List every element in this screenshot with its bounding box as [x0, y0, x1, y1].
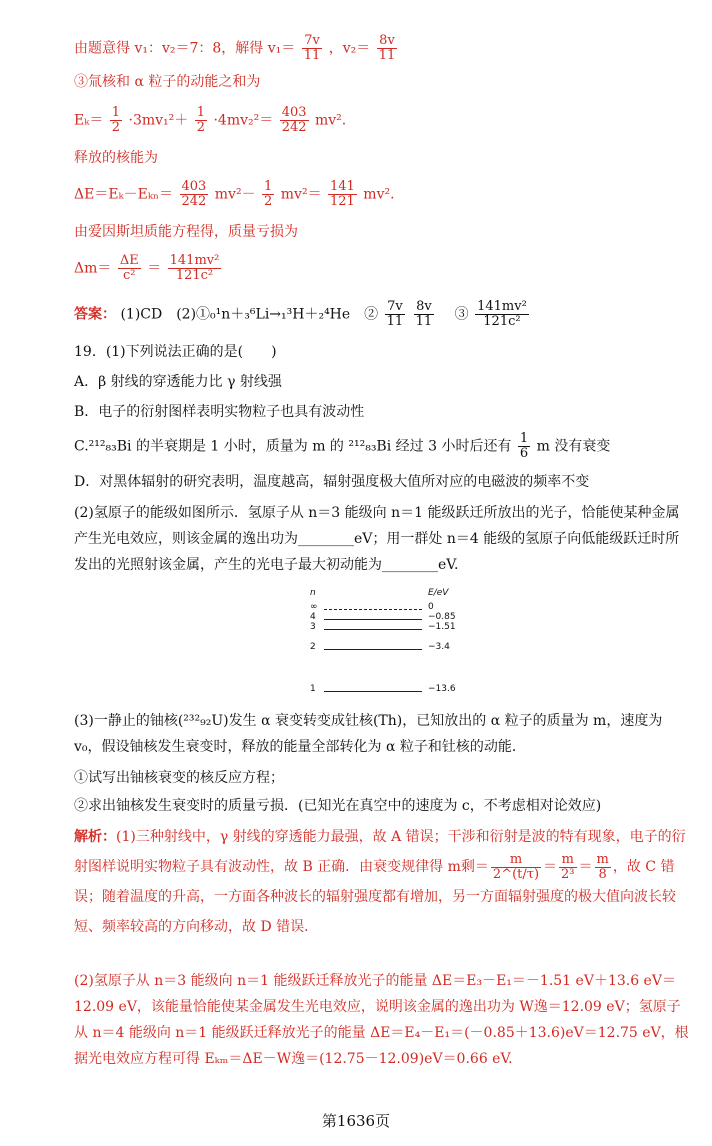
top-line-7: Δm＝ $\frac{\Delta E}{\text{c²}}$ ＝ $\frac{\text{141mv²}}{\text{121c²}}$: [74, 253, 220, 283]
solution-label: 解析：: [74, 829, 116, 845]
top-line-6: 由爱因斯坦质能方程得，质量亏损为: [74, 224, 298, 240]
level-energy: 0: [428, 602, 434, 612]
q19-part2: (2)氢原子的能级如图所示．氢原子从 n＝3 能级向 n＝1 能级跃迁所放出的光子，恰能使某种金属产生光电效应，则该金属的逸出功为________eV；用一群处 n＝4 能级的氢原子向低能级跃迁时所发出的光照射该金属，产生的光电子最大初动能为________eV.: [74, 505, 680, 573]
page-number: 第1636页: [321, 1112, 391, 1130]
energy-level-diagram: [300, 588, 460, 698]
level-n: 1: [310, 684, 316, 694]
level-n: 2: [310, 642, 316, 652]
level-energy: −3.4: [428, 642, 450, 652]
solution-part2: (2)氢原子从 n＝3 能级向 n＝1 能级跃迁释放光子的能量 ΔE＝E₃－E₁＝－1.51 eV＋13.6 eV＝12.09 eV，该能量恰能使某金属发生光电效应，说明该金属的逸出功为 W逸＝12.09 eV；氢原子从 n＝4 能级向 n＝1 能级跃迁释放光子的能量 ΔE＝E₄－E₁＝(－0.85＋13.6)eV＝12.75 eV，根据光电效应方程可得 Eₖₘ＝ΔE－W逸＝(12.75－12.09)eV＝0.66 eV.: [74, 973, 689, 1067]
top-line-2: ③氚核和 α 粒子的动能之和为: [74, 74, 261, 90]
top-line-1: 由题意得 v₁：v₂＝7：8，解得 v₁＝ $\frac{7v}{11}$ ，v₂＝ $\frac{8v}{11}$: [74, 33, 396, 63]
level-line: [324, 619, 422, 620]
solution-part1: 解析：(1)三种射线中，γ 射线的穿透能力最强，故 A 错误；干涉和衍射是波的特有现象，电子的衍射图样说明实物粒子具有波动性，故 B 正确．由衰变规律得 m剩＝ $\frac{m}{2\^{}(t/\tau)}$ ＝ $\frac{m}{\text{2³}}$ ＝ $\frac{m}{8}$ ，故 C 错误；随着温度的升高，一方面各种波长的辐射强度都有增加，另一方面辐射强度的极大值向波长较短、频率较高的方向移动，故 D 错误．: [74, 829, 686, 935]
level-energy: −0.85: [428, 612, 456, 622]
top-line-4: 释放的核能为: [74, 150, 158, 166]
level-energy: −1.51: [428, 622, 456, 632]
q19-option-a: A．β 射线的穿透能力比 γ 射线强: [74, 374, 282, 390]
answer-line: 答案： (1)CD (2)①₀¹n＋₃⁶Li→₁³H＋₂⁴He ② $\frac{7v}{11}$ $\frac{8v}{11}$ ③ $\frac{\text{141mv²}}{\text{121c²}}$: [74, 299, 527, 329]
level-line: [324, 649, 422, 650]
q19-part3-sub2: ②求出铀核发生衰变时的质量亏损．(已知光在真空中的速度为 c，不考虑相对论效应): [74, 798, 602, 814]
answer-label: 答案：: [74, 306, 116, 323]
level-n: 4: [310, 612, 316, 622]
q19-part3: (3)一静止的铀核(²³²₉₂U)发生 α 衰变转变成钍核(Th)，已知放出的 α 粒子的质量为 m，速度为 v₀，假设铀核发生衰变时，释放的能量全部转化为 α 粒子和钍核的动能．: [74, 713, 663, 755]
q19-part3-sub1: ①试写出铀核衰变的核反应方程；: [74, 770, 284, 786]
level-line: [324, 609, 422, 610]
level-energy: −13.6: [428, 684, 456, 694]
top-line-5: ΔE＝Eₖ－Eₖₙ＝ $\frac{403}{242}$ mv²－ $\frac{1}{2}$ mv²＝ $\frac{141}{121}$ mv².: [74, 179, 395, 209]
level-line: [324, 629, 422, 630]
level-n: 3: [310, 622, 316, 632]
q19-option-b: B．电子的衍射图样表明实物粒子也具有波动性: [74, 404, 365, 420]
fraction: $\frac{8v}{11}$: [378, 33, 396, 63]
q19-option-c: C.²¹²₈₃Bi 的半衰期是 1 小时，质量为 m 的 ²¹²₈₃Bi 经过 3 小时后还有 $\frac{1}{6}$ m 没有衰变: [74, 431, 611, 461]
level-line: [324, 691, 422, 692]
q19-stem: 19．(1)下列说法正确的是( ): [74, 344, 277, 360]
n-axis-label: n: [310, 588, 316, 598]
level-n: ∞: [310, 602, 318, 612]
q19-option-d: D．对黑体辐射的研究表明，温度越高，辐射强度极大值所对应的电磁波的频率不变: [74, 474, 590, 490]
top-line-3: Eₖ＝ $\frac{1}{2}$ ·3mv₁²＋ $\frac{1}{2}$ ·4mv₂²＝ $\frac{403}{242}$ mv².: [74, 105, 347, 135]
energy-axis-label: E/eV: [428, 588, 449, 598]
fraction: $\frac{7v}{11}$: [303, 33, 321, 63]
